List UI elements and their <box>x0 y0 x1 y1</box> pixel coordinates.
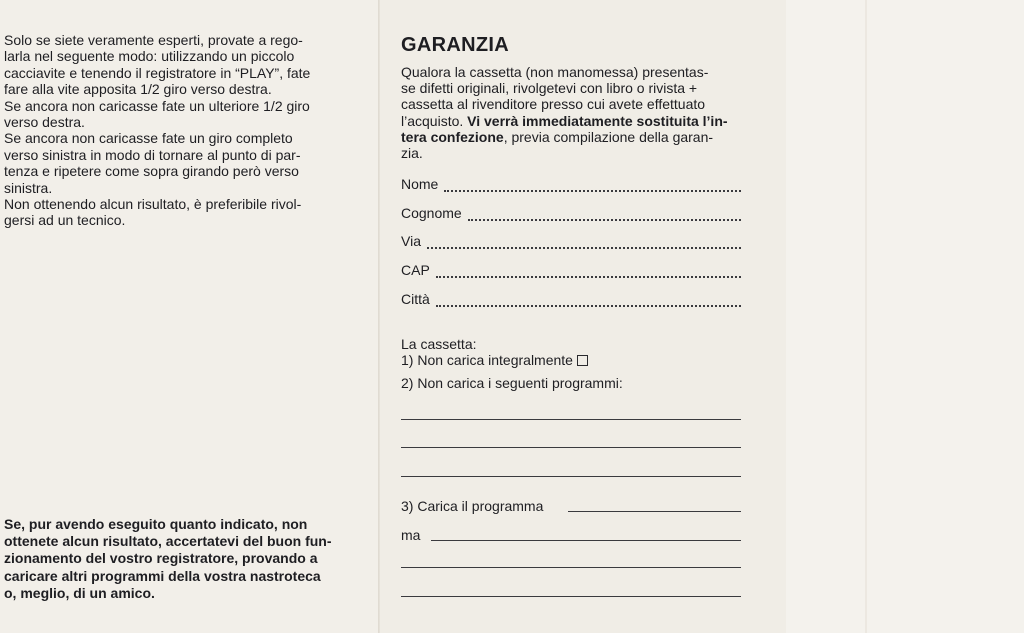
program-line-1[interactable] <box>401 419 741 420</box>
guarantee-intro: Qualora la cassetta (non manomessa) presentas- se difetti originali, rivolgetevi con libro o rivista + cassetta al rivenditore presso cui avete effettuato l’acquisto. Vi verrà immediatamente sostituita l’in- tera confezione, previa compilazione della garan- zia. <box>401 64 728 162</box>
blank-right-panel <box>786 0 1024 633</box>
name-label: Nome <box>401 176 439 192</box>
surname-label: Cognome <box>401 205 462 221</box>
postcode-field[interactable] <box>401 260 741 278</box>
option-1-checkbox[interactable] <box>577 355 588 366</box>
left-panel <box>0 0 378 633</box>
program-line-2[interactable] <box>401 447 741 448</box>
extra-line-1[interactable] <box>401 567 741 568</box>
but-line[interactable] <box>431 540 741 541</box>
postcode-label: CAP <box>401 262 430 278</box>
street-dotted-line[interactable] <box>427 234 741 249</box>
city-dotted-line[interactable] <box>436 292 741 307</box>
cassette-label: La cassetta: <box>401 336 477 352</box>
instructions-paragraph: Solo se siete veramente esperti, provate a rego- larla nel seguente modo: utilizzando un piccolo cacciavite e tenendo il registratore in “PLAY”, fate fare alla vite apposita 1/2 giro verso destra. Se ancora non caricasse fate un ulteriore 1/2 giro verso destra. Se ancora non caricasse fate un giro completo verso sinistra in modo di tornare al punto di par- tenza e ripetere come sopra girando però verso sinistra. Non ottenendo alcun risultato, è preferibile rivol- gersi ad un tecnico. <box>4 32 311 229</box>
street-field[interactable] <box>401 231 741 249</box>
guarantee-title: GARANZIA <box>401 34 509 56</box>
option-1 <box>401 352 588 368</box>
fold-crease <box>865 0 867 633</box>
option-2-label: 2) Non carica i seguenti programmi: <box>401 375 623 391</box>
city-field[interactable] <box>401 289 741 307</box>
bold-advice-paragraph: Se, pur avendo eseguito quanto indicato, non ottenete alcun risultato, accertatevi del buon fun- zionamento del vostro registratore, provando a caricare altri programmi della vostra nastroteca o, meglio, di un amico. <box>4 516 332 601</box>
street-label: Via <box>401 233 421 249</box>
name-dotted-line[interactable] <box>444 177 741 192</box>
program-line-3[interactable] <box>401 476 741 477</box>
extra-line-2[interactable] <box>401 596 741 597</box>
program-name-line[interactable] <box>568 511 741 512</box>
name-field[interactable] <box>401 174 741 192</box>
city-label: Città <box>401 291 430 307</box>
but-label: ma <box>401 527 421 543</box>
surname-field[interactable] <box>401 203 741 221</box>
option-3-label: 3) Carica il programma <box>401 498 544 514</box>
surname-dotted-line[interactable] <box>468 206 741 221</box>
option-1-label: 1) Non carica integralmente <box>401 352 573 368</box>
postcode-dotted-line[interactable] <box>436 263 741 278</box>
